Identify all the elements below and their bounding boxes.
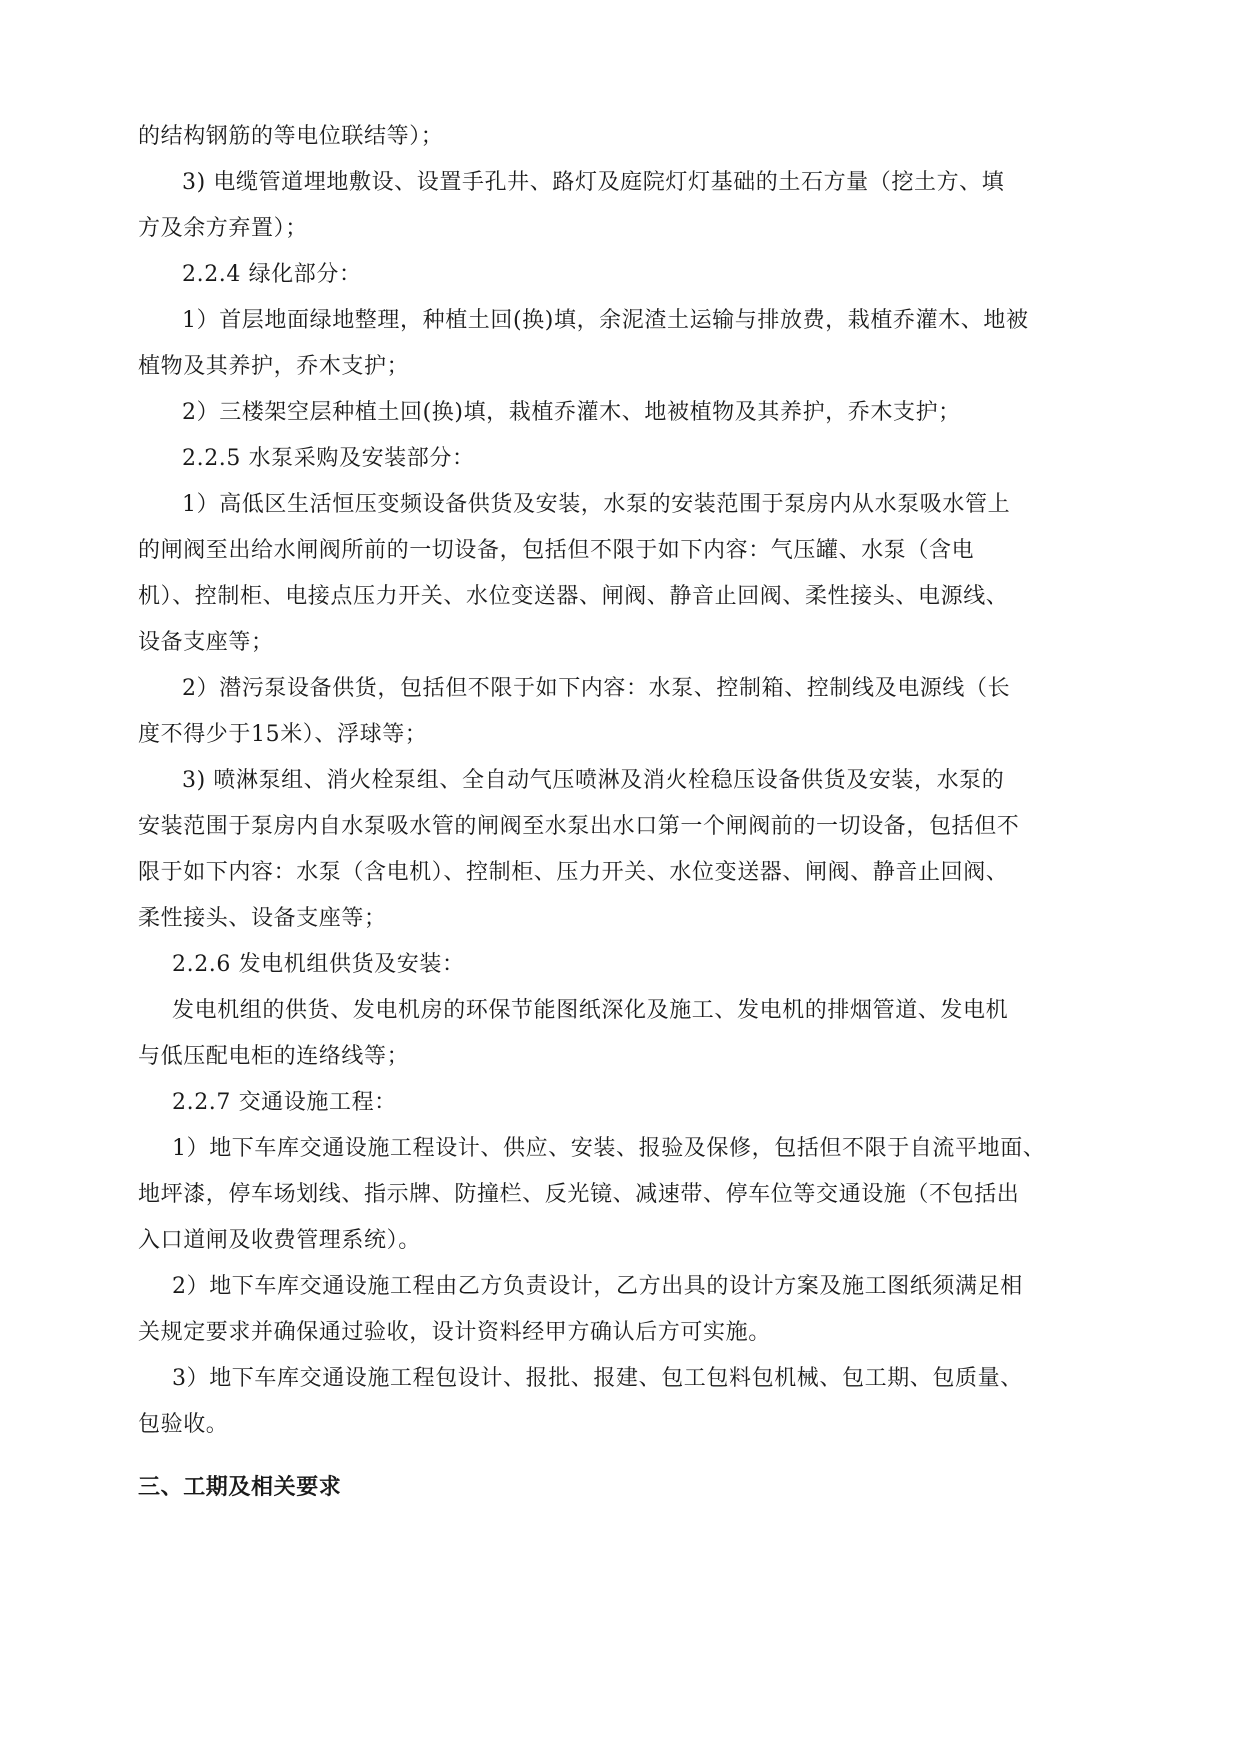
text-line: 方及余方弃置）； <box>138 216 308 241</box>
text-line: 关规定要求并确保通过验收，设计资料经甲方确认后方可实施。 <box>138 1320 771 1345</box>
text-line: 2）三楼架空层种植土回(换)填，栽植乔灌木、地被植物及其养护，乔木支护； <box>182 400 961 425</box>
text-line: 与低压配电柜的连络线等； <box>138 1044 410 1069</box>
text-line: 3) 喷淋泵组、消火栓泵组、全自动气压喷淋及消火栓稳压设备供货及安装，水泵的 <box>182 768 1005 793</box>
text-line: 发电机组的供货、发电机房的环保节能图纸深化及施工、发电机的排烟管道、发电机 <box>172 998 1009 1023</box>
text-line: 2.2.5 水泵采购及安装部分： <box>182 446 475 471</box>
text-line: 2.2.6 发电机组供货及安装： <box>172 952 465 977</box>
text-line: 机）、控制柜、电接点压力开关、水位变送器、闸阀、静音止回阀、柔性接头、电源线、 <box>138 584 1009 609</box>
text-line: 2）地下车库交通设施工程由乙方负责设计，乙方出具的设计方案及施工图纸须满足相 <box>172 1274 1023 1299</box>
text-line: 的闸阀至出给水闸阀所前的一切设备，包括但不限于如下内容：气压罐、水泵（含电 <box>138 538 975 563</box>
text-line: 2）潜污泵设备供货，包括但不限于如下内容：水泵、控制箱、控制线及电源线（长 <box>182 676 1011 701</box>
text-line: 1）高低区生活恒压变频设备供货及安装，水泵的安装范围于泵房内从水泵吸水管上 <box>182 492 1011 517</box>
text-line: 地坪漆，停车场划线、指示牌、防撞栏、反光镜、减速带、停车位等交通设施（不包括出 <box>138 1182 1020 1207</box>
text-line: 2.2.7 交通设施工程： <box>172 1090 397 1115</box>
text-line: 的结构钢筋的等电位联结等）； <box>138 124 444 149</box>
text-line: 设备支座等； <box>138 630 274 655</box>
text-line: 3）地下车库交通设施工程包设计、报批、报建、包工包料包机械、包工期、包质量、 <box>172 1366 1023 1391</box>
text-line: 入口道闸及收费管理系统）。 <box>138 1228 421 1253</box>
text-line: 限于如下内容：水泵（含电机）、控制柜、压力开关、水位变送器、闸阀、静音止回阀、 <box>138 860 1009 885</box>
text-line: 3) 电缆管道埋地敷设、设置手孔井、路灯及庭院灯灯基础的土石方量（挖土方、填 <box>182 170 1005 195</box>
text-line: 植物及其养护，乔木支护； <box>138 354 410 379</box>
text-line: 包验收。 <box>138 1412 229 1437</box>
section-heading: 三、工期及相关要求 <box>138 1474 342 1500</box>
text-line: 柔性接头、设备支座等； <box>138 906 387 931</box>
text-line: 1）地下车库交通设施工程设计、供应、安装、报验及保修，包括但不限于自流平地面、 <box>172 1136 1046 1161</box>
text-line: 度不得少于15米）、浮球等； <box>138 722 428 747</box>
text-line: 1）首层地面绿地整理，种植土回(换)填，余泥渣土运输与排放费，栽植乔灌木、地被 <box>182 308 1029 333</box>
text-line: 安装范围于泵房内自水泵吸水管的闸阀至水泵出水口第一个闸阀前的一切设备，包括但不 <box>138 814 1020 839</box>
text-line: 2.2.4 绿化部分： <box>182 262 362 287</box>
